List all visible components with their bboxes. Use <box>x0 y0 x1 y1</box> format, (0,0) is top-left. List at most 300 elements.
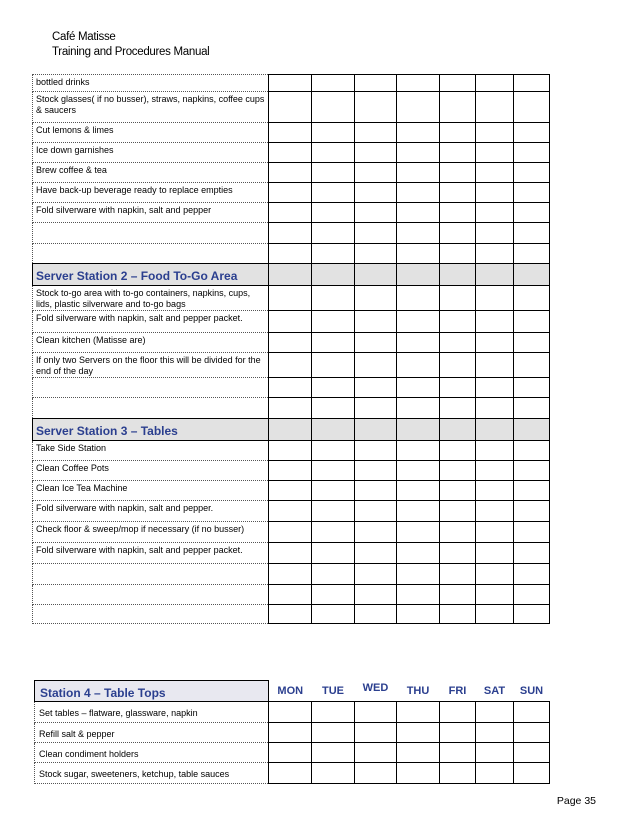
checkbox-cell[interactable] <box>312 75 355 92</box>
checkbox-cell[interactable] <box>269 543 312 564</box>
section-title: Server Station 2 – Food To-Go Area <box>33 264 269 286</box>
checkbox-cell[interactable] <box>269 743 312 763</box>
day-header-sat: SAT <box>476 681 514 702</box>
checkbox-cell[interactable] <box>355 763 397 784</box>
task-row <box>33 441 550 461</box>
day-cell <box>355 419 397 441</box>
checkbox-cell[interactable] <box>514 92 550 123</box>
day-cell <box>397 264 440 286</box>
task-label <box>33 441 269 461</box>
checkbox-cell[interactable] <box>355 123 397 143</box>
day-cell <box>397 419 440 441</box>
checklist-table-main <box>32 74 550 624</box>
section-header-row <box>33 264 550 286</box>
checkbox-cell[interactable] <box>397 143 440 163</box>
checkbox-cell[interactable] <box>476 723 514 743</box>
checkbox-cell[interactable] <box>355 75 397 92</box>
checkbox-cell[interactable] <box>397 543 440 564</box>
checkbox-cell[interactable] <box>312 481 355 501</box>
checkbox-cell[interactable] <box>269 501 312 522</box>
task-row <box>33 605 550 624</box>
manual-title-line1: Café Matisse <box>52 31 116 43</box>
task-label <box>33 75 269 92</box>
day-cell <box>440 419 476 441</box>
checkbox-cell[interactable] <box>476 223 514 244</box>
task-row <box>33 92 550 123</box>
checkbox-cell[interactable] <box>476 522 514 543</box>
checkbox-cell[interactable] <box>312 244 355 264</box>
checkbox-cell[interactable] <box>397 441 440 461</box>
checkbox-cell[interactable] <box>269 163 312 183</box>
checkbox-cell[interactable] <box>312 378 355 398</box>
task-label <box>33 311 269 333</box>
task-label <box>33 123 269 143</box>
task-text: Take Side Station <box>36 443 107 453</box>
task-row <box>33 183 550 203</box>
checkbox-cell[interactable] <box>440 605 476 624</box>
task-label <box>33 183 269 203</box>
checkbox-cell[interactable] <box>476 501 514 522</box>
checkbox-cell[interactable] <box>397 223 440 244</box>
checkbox-cell[interactable] <box>476 585 514 605</box>
checkbox-cell[interactable] <box>355 353 397 378</box>
checkbox-cell[interactable] <box>476 92 514 123</box>
checkbox-cell[interactable] <box>514 743 550 763</box>
checkbox-cell[interactable] <box>269 223 312 244</box>
task-row <box>33 353 550 378</box>
task-text: Clean kitchen (Matisse are) <box>36 335 146 345</box>
task-label <box>35 743 269 763</box>
checkbox-cell[interactable] <box>397 522 440 543</box>
checkbox-cell[interactable] <box>355 183 397 203</box>
day-cell <box>269 264 312 286</box>
task-label <box>33 501 269 522</box>
checkbox-cell[interactable] <box>397 481 440 501</box>
checkbox-cell[interactable] <box>355 441 397 461</box>
checkbox-cell[interactable] <box>312 702 355 723</box>
section-title: Station 4 – Table Tops <box>35 681 269 702</box>
task-row <box>33 244 550 264</box>
checkbox-cell[interactable] <box>440 183 476 203</box>
task-row <box>33 333 550 353</box>
checkbox-cell[interactable] <box>397 92 440 123</box>
task-label <box>33 223 269 244</box>
checkbox-cell[interactable] <box>312 143 355 163</box>
checkbox-cell[interactable] <box>514 564 550 585</box>
checkbox-cell[interactable] <box>476 543 514 564</box>
checkbox-cell[interactable] <box>397 123 440 143</box>
checkbox-cell[interactable] <box>514 203 550 223</box>
checkbox-cell[interactable] <box>440 723 476 743</box>
checkbox-cell[interactable] <box>269 564 312 585</box>
checkbox-cell[interactable] <box>476 311 514 333</box>
checkbox-cell[interactable] <box>514 398 550 419</box>
day-cell <box>440 264 476 286</box>
task-row <box>33 203 550 223</box>
task-label <box>33 481 269 501</box>
checkbox-cell[interactable] <box>440 333 476 353</box>
checkbox-cell[interactable] <box>514 123 550 143</box>
task-row <box>33 286 550 311</box>
checkbox-cell[interactable] <box>440 522 476 543</box>
checkbox-cell[interactable] <box>514 333 550 353</box>
checkbox-cell[interactable] <box>312 763 355 784</box>
checkbox-cell[interactable] <box>355 143 397 163</box>
checkbox-cell[interactable] <box>514 441 550 461</box>
checkbox-cell[interactable] <box>312 223 355 244</box>
checkbox-cell[interactable] <box>355 605 397 624</box>
checkbox-cell[interactable] <box>514 75 550 92</box>
checkbox-cell[interactable] <box>355 564 397 585</box>
checkbox-cell[interactable] <box>312 123 355 143</box>
checkbox-cell[interactable] <box>312 723 355 743</box>
checkbox-cell[interactable] <box>355 543 397 564</box>
checkbox-cell[interactable] <box>476 163 514 183</box>
task-label <box>35 702 269 723</box>
task-label <box>33 203 269 223</box>
checkbox-cell[interactable] <box>269 183 312 203</box>
checkbox-cell[interactable] <box>476 203 514 223</box>
checkbox-cell[interactable] <box>440 143 476 163</box>
task-text: bottled drinks <box>36 77 90 87</box>
checkbox-cell[interactable] <box>397 163 440 183</box>
checkbox-cell[interactable] <box>397 353 440 378</box>
checkbox-cell[interactable] <box>514 605 550 624</box>
day-cell <box>514 419 550 441</box>
checkbox-cell[interactable] <box>269 75 312 92</box>
checkbox-cell[interactable] <box>514 723 550 743</box>
checkbox-cell[interactable] <box>269 378 312 398</box>
task-label <box>35 723 269 743</box>
checkbox-cell[interactable] <box>476 481 514 501</box>
checkbox-cell[interactable] <box>514 143 550 163</box>
checkbox-cell[interactable] <box>397 461 440 481</box>
task-row <box>33 564 550 585</box>
task-row <box>35 723 550 743</box>
checkbox-cell[interactable] <box>269 244 312 264</box>
checkbox-cell[interactable] <box>355 585 397 605</box>
checkbox-cell[interactable] <box>514 501 550 522</box>
task-row <box>33 461 550 481</box>
checkbox-cell[interactable] <box>355 723 397 743</box>
checkbox-cell[interactable] <box>476 353 514 378</box>
task-label <box>33 543 269 564</box>
checkbox-cell[interactable] <box>440 353 476 378</box>
checkbox-cell[interactable] <box>440 223 476 244</box>
checkbox-cell[interactable] <box>476 605 514 624</box>
checkbox-cell[interactable] <box>397 763 440 784</box>
checkbox-cell[interactable] <box>514 702 550 723</box>
checkbox-cell[interactable] <box>397 398 440 419</box>
checkbox-cell[interactable] <box>269 605 312 624</box>
checkbox-cell[interactable] <box>355 92 397 123</box>
checkbox-cell[interactable] <box>355 398 397 419</box>
day-header-sun: SUN <box>514 681 550 702</box>
checkbox-cell[interactable] <box>269 143 312 163</box>
task-row <box>33 543 550 564</box>
checkbox-cell[interactable] <box>440 163 476 183</box>
checkbox-cell[interactable] <box>440 501 476 522</box>
checkbox-cell[interactable] <box>269 333 312 353</box>
task-label <box>33 398 269 419</box>
checkbox-cell[interactable] <box>312 92 355 123</box>
page-number: Page 35 <box>556 795 596 807</box>
task-label <box>33 92 269 123</box>
task-row <box>33 501 550 522</box>
checkbox-cell[interactable] <box>355 481 397 501</box>
task-text: Brew coffee & tea <box>36 165 107 175</box>
section-title: Server Station 3 – Tables <box>33 419 269 441</box>
checkbox-cell[interactable] <box>269 481 312 501</box>
task-text: If only two Servers on the floor this will be divided for the end of the day <box>36 355 261 376</box>
checkbox-cell[interactable] <box>397 286 440 311</box>
task-label <box>33 522 269 543</box>
checkbox-cell[interactable] <box>514 183 550 203</box>
checkbox-cell[interactable] <box>440 441 476 461</box>
checkbox-cell[interactable] <box>397 501 440 522</box>
checkbox-cell[interactable] <box>397 585 440 605</box>
checkbox-cell[interactable] <box>514 378 550 398</box>
checkbox-cell[interactable] <box>355 333 397 353</box>
task-row <box>35 702 550 723</box>
task-row <box>33 75 550 92</box>
task-label <box>33 143 269 163</box>
station4-table <box>34 680 550 784</box>
checkbox-cell[interactable] <box>397 605 440 624</box>
checkbox-cell[interactable] <box>440 585 476 605</box>
checkbox-cell[interactable] <box>312 183 355 203</box>
checkbox-cell[interactable] <box>312 543 355 564</box>
checkbox-cell[interactable] <box>514 353 550 378</box>
checkbox-cell[interactable] <box>476 564 514 585</box>
checkbox-cell[interactable] <box>440 743 476 763</box>
checkbox-cell[interactable] <box>269 585 312 605</box>
task-label <box>33 564 269 585</box>
day-cell <box>355 264 397 286</box>
task-row <box>33 163 550 183</box>
checkbox-cell[interactable] <box>312 163 355 183</box>
checkbox-cell[interactable] <box>397 183 440 203</box>
checkbox-cell[interactable] <box>355 461 397 481</box>
task-row <box>33 143 550 163</box>
task-text: Refill salt & pepper <box>39 729 115 739</box>
checkbox-cell[interactable] <box>312 585 355 605</box>
checkbox-cell[interactable] <box>440 378 476 398</box>
checkbox-cell[interactable] <box>397 75 440 92</box>
checkbox-cell[interactable] <box>440 123 476 143</box>
checkbox-cell[interactable] <box>397 311 440 333</box>
task-label <box>33 286 269 311</box>
checkbox-cell[interactable] <box>312 333 355 353</box>
checkbox-cell[interactable] <box>269 286 312 311</box>
checkbox-cell[interactable] <box>476 378 514 398</box>
checkbox-cell[interactable] <box>440 311 476 333</box>
task-label <box>35 763 269 784</box>
task-row <box>33 481 550 501</box>
checkbox-cell[interactable] <box>269 353 312 378</box>
checkbox-cell[interactable] <box>312 353 355 378</box>
checkbox-cell[interactable] <box>476 398 514 419</box>
day-header-thu: THU <box>397 681 440 702</box>
checkbox-cell[interactable] <box>476 333 514 353</box>
task-text: Stock to-go area with to-go containers, napkins, cups, lids, plastic silverware and to-go bags <box>36 288 251 309</box>
task-label <box>33 605 269 624</box>
checkbox-cell[interactable] <box>269 311 312 333</box>
task-row <box>33 398 550 419</box>
task-row <box>35 743 550 763</box>
checkbox-cell[interactable] <box>440 461 476 481</box>
checkbox-cell[interactable] <box>397 743 440 763</box>
checkbox-cell[interactable] <box>355 522 397 543</box>
checkbox-cell[interactable] <box>397 378 440 398</box>
checkbox-cell[interactable] <box>355 223 397 244</box>
checkbox-cell[interactable] <box>312 441 355 461</box>
checkbox-cell[interactable] <box>355 743 397 763</box>
day-cell <box>476 264 514 286</box>
checkbox-cell[interactable] <box>514 163 550 183</box>
checkbox-cell[interactable] <box>312 203 355 223</box>
checkbox-cell[interactable] <box>312 311 355 333</box>
checkbox-cell[interactable] <box>397 723 440 743</box>
checkbox-cell[interactable] <box>514 461 550 481</box>
checkbox-cell[interactable] <box>355 702 397 723</box>
checkbox-cell[interactable] <box>269 398 312 419</box>
task-text: Stock sugar, sweeteners, ketchup, table sauces <box>39 769 230 779</box>
checkbox-cell[interactable] <box>514 481 550 501</box>
checkbox-cell[interactable] <box>355 244 397 264</box>
day-header-tue: TUE <box>312 681 355 702</box>
checkbox-cell[interactable] <box>476 244 514 264</box>
checkbox-cell[interactable] <box>476 461 514 481</box>
task-text: Fold silverware with napkin, salt and pepper packet. <box>36 545 243 555</box>
checkbox-cell[interactable] <box>440 763 476 784</box>
checkbox-cell[interactable] <box>397 203 440 223</box>
checkbox-cell[interactable] <box>514 522 550 543</box>
task-row <box>33 522 550 543</box>
checkbox-cell[interactable] <box>355 286 397 311</box>
checkbox-cell[interactable] <box>440 398 476 419</box>
checkbox-cell[interactable] <box>269 763 312 784</box>
checkbox-cell[interactable] <box>514 223 550 244</box>
task-label <box>33 333 269 353</box>
day-cell <box>312 419 355 441</box>
checkbox-cell[interactable] <box>476 143 514 163</box>
checkbox-cell[interactable] <box>440 203 476 223</box>
task-text: Clean Coffee Pots <box>36 463 109 473</box>
checkbox-cell[interactable] <box>476 702 514 723</box>
day-cell <box>514 264 550 286</box>
checkbox-cell[interactable] <box>440 564 476 585</box>
day-cell <box>312 264 355 286</box>
checkbox-cell[interactable] <box>312 605 355 624</box>
station4-header-row <box>35 681 550 702</box>
task-row <box>35 763 550 784</box>
checkbox-cell[interactable] <box>312 461 355 481</box>
task-text: Cut lemons & limes <box>36 125 114 135</box>
day-cell <box>269 419 312 441</box>
checkbox-cell[interactable] <box>476 123 514 143</box>
task-label <box>33 163 269 183</box>
task-row <box>33 123 550 143</box>
task-row <box>33 378 550 398</box>
day-header-mon: MON <box>269 681 312 702</box>
checkbox-cell[interactable] <box>397 244 440 264</box>
task-text: Fold silverware with napkin, salt and pepper. <box>36 503 214 513</box>
manual-title-line2: Training and Procedures Manual <box>52 46 210 58</box>
task-text: Fold silverware with napkin, salt and pepper <box>36 205 212 215</box>
checkbox-cell[interactable] <box>440 481 476 501</box>
checkbox-cell[interactable] <box>440 75 476 92</box>
task-label <box>33 244 269 264</box>
checkbox-cell[interactable] <box>312 398 355 419</box>
checkbox-cell[interactable] <box>269 203 312 223</box>
checkbox-cell[interactable] <box>440 244 476 264</box>
checkbox-cell[interactable] <box>514 585 550 605</box>
task-text: Ice down garnishes <box>36 145 114 155</box>
checkbox-cell[interactable] <box>355 203 397 223</box>
checkbox-cell[interactable] <box>312 564 355 585</box>
task-label <box>33 378 269 398</box>
checkbox-cell[interactable] <box>355 501 397 522</box>
day-cell <box>476 419 514 441</box>
checkbox-cell[interactable] <box>476 763 514 784</box>
task-text: Have back-up beverage ready to replace empties <box>36 185 233 195</box>
checkbox-cell[interactable] <box>440 543 476 564</box>
checkbox-cell[interactable] <box>269 92 312 123</box>
task-text: Clean Ice Tea Machine <box>36 483 128 493</box>
checkbox-cell[interactable] <box>440 92 476 123</box>
checkbox-cell[interactable] <box>312 743 355 763</box>
checkbox-cell[interactable] <box>269 702 312 723</box>
task-row <box>33 311 550 333</box>
checkbox-cell[interactable] <box>312 522 355 543</box>
checkbox-cell[interactable] <box>269 522 312 543</box>
checkbox-cell[interactable] <box>476 75 514 92</box>
checkbox-cell[interactable] <box>440 286 476 311</box>
task-row <box>33 585 550 605</box>
checkbox-cell[interactable] <box>312 286 355 311</box>
checkbox-cell[interactable] <box>440 702 476 723</box>
checkbox-cell[interactable] <box>269 461 312 481</box>
task-row <box>33 223 550 244</box>
task-label <box>33 461 269 481</box>
day-header-fri: FRI <box>440 681 476 702</box>
checkbox-cell[interactable] <box>269 441 312 461</box>
checkbox-cell[interactable] <box>355 378 397 398</box>
checkbox-cell[interactable] <box>514 543 550 564</box>
task-label <box>33 585 269 605</box>
checkbox-cell[interactable] <box>514 763 550 784</box>
section-header-row <box>33 419 550 441</box>
checkbox-cell[interactable] <box>514 244 550 264</box>
checkbox-cell[interactable] <box>397 564 440 585</box>
checkbox-cell[interactable] <box>476 183 514 203</box>
checkbox-cell[interactable] <box>269 123 312 143</box>
checkbox-cell[interactable] <box>476 441 514 461</box>
task-text: Stock glasses( if no busser), straws, napkins, coffee cups & saucers <box>36 94 265 115</box>
checkbox-cell[interactable] <box>514 311 550 333</box>
checkbox-cell[interactable] <box>397 702 440 723</box>
checkbox-cell[interactable] <box>269 723 312 743</box>
checkbox-cell[interactable] <box>355 311 397 333</box>
task-text: Fold silverware with napkin, salt and pepper packet. <box>36 313 243 323</box>
checkbox-cell[interactable] <box>312 501 355 522</box>
checkbox-cell[interactable] <box>397 333 440 353</box>
checkbox-cell[interactable] <box>476 743 514 763</box>
checkbox-cell[interactable] <box>476 286 514 311</box>
checkbox-cell[interactable] <box>514 286 550 311</box>
checkbox-cell[interactable] <box>355 163 397 183</box>
